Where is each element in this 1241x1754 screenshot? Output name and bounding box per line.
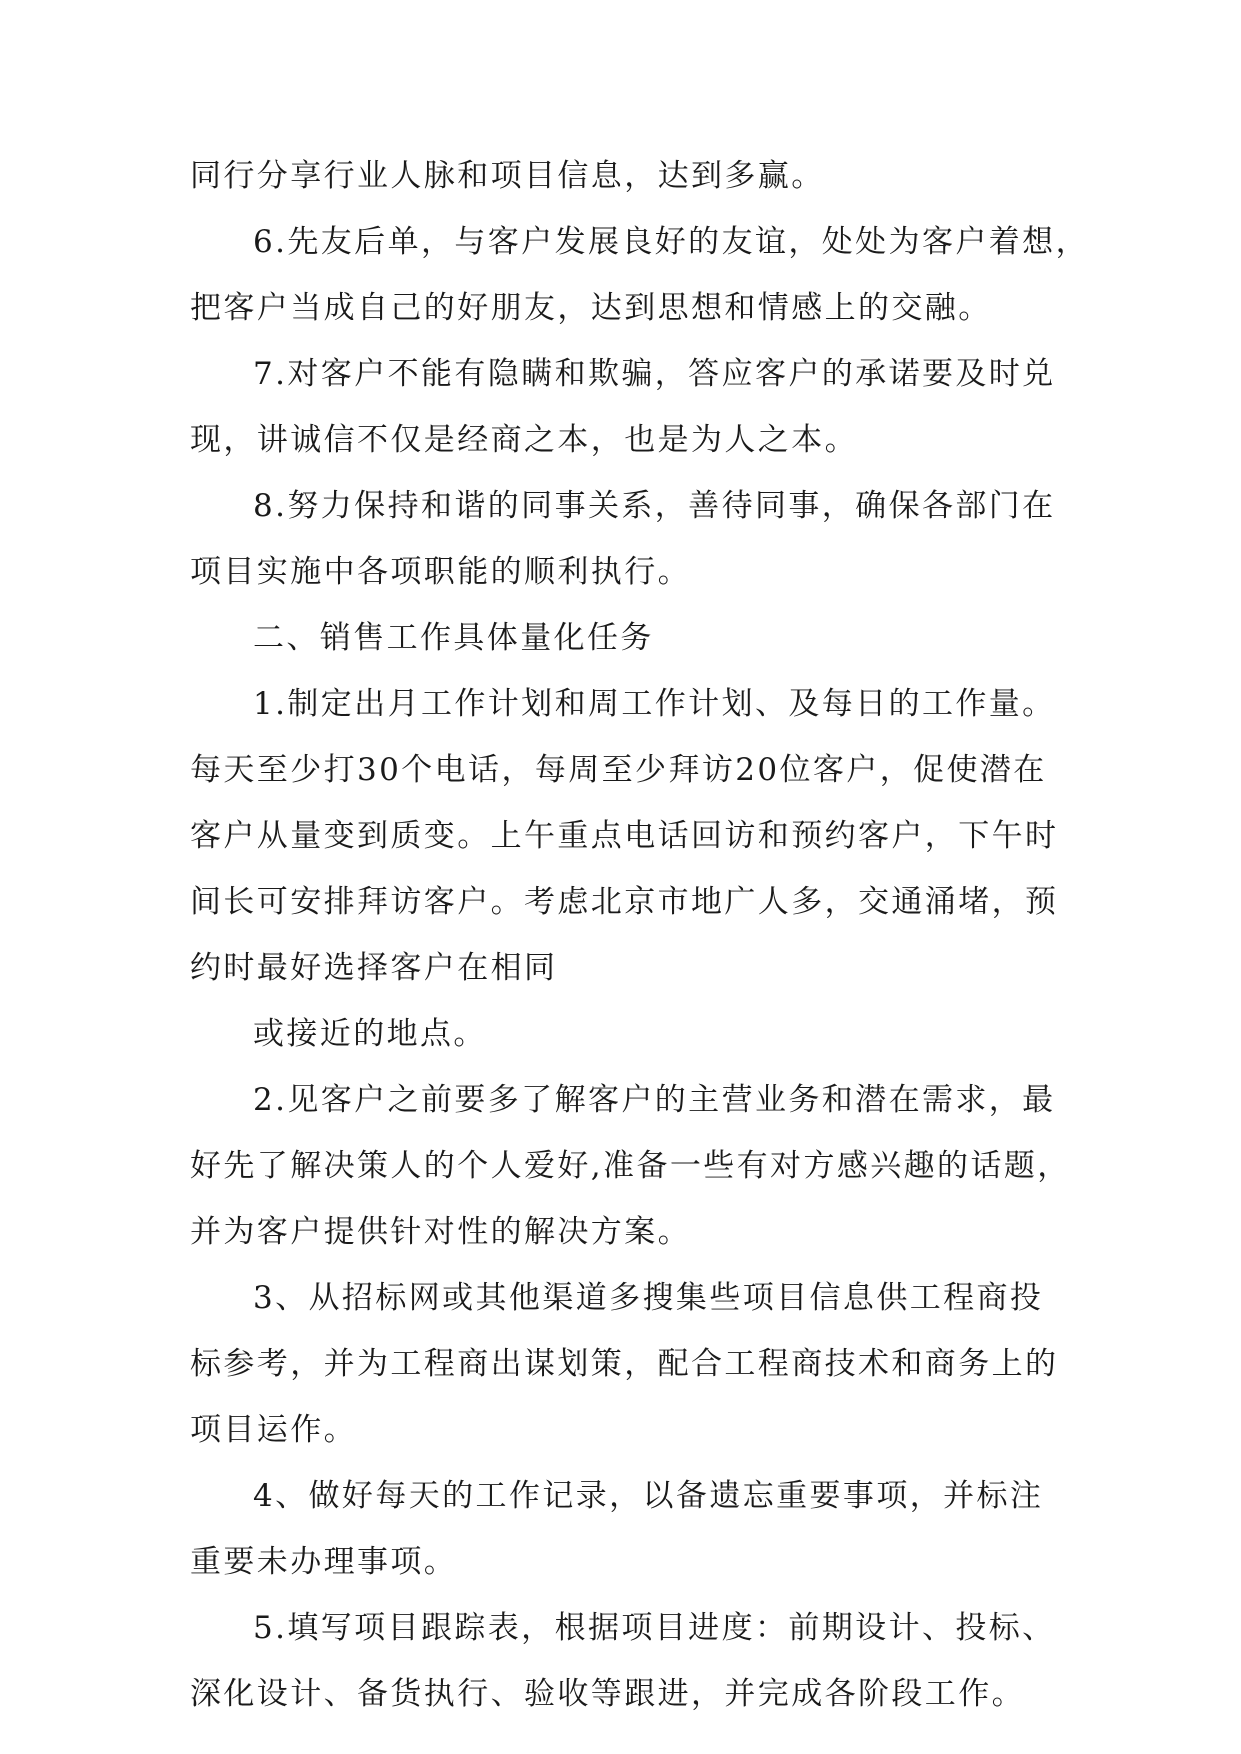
paragraph-line: 1.制定出月工作计划和周工作计划、及每日的工作量。: [253, 686, 1056, 722]
paragraph-line: 好先了解决策人的个人爱好,准备一些有对方感兴趣的话题，: [190, 1148, 1071, 1184]
paragraph-line: 约时最好选择客户在相同: [190, 950, 558, 986]
paragraph-line: 间长可安排拜访客户。考虑北京市地广人多，交通涌堵，预: [190, 884, 1059, 920]
paragraph-line: 重要未办理事项。: [190, 1544, 458, 1580]
paragraph-line: 3、从招标网或其他渠道多搜集些项目信息供工程商投: [253, 1280, 1044, 1316]
paragraph-line: 同行分享行业人脉和项目信息，达到多赢。: [190, 158, 825, 194]
paragraph-line: 或接近的地点。: [253, 1016, 487, 1052]
paragraph-line: 项目运作。: [190, 1412, 357, 1448]
paragraph-line: 5.填写项目跟踪表，根据项目进度：前期设计、投标、: [253, 1610, 1056, 1646]
paragraph-line: 2.见客户之前要多了解客户的主营业务和潜在需求，最: [253, 1082, 1056, 1118]
paragraph-line: 把客户当成自己的好朋友，达到思想和情感上的交融。: [190, 290, 992, 326]
paragraph-line: 现，讲诚信不仅是经商之本，也是为人之本。: [190, 422, 858, 458]
paragraph-line: 深化设计、备货执行、验收等跟进，并完成各阶段工作。: [190, 1676, 1025, 1712]
paragraph-line: 4、做好每天的工作记录，以备遗忘重要事项，并标注: [253, 1478, 1044, 1514]
paragraph-line: 并为客户提供针对性的解决方案。: [190, 1214, 691, 1250]
paragraph-line: 每天至少打30个电话，每周至少拜访20位客户，促使潜在: [190, 752, 1047, 788]
paragraph-line: 标参考，并为工程商出谋划策，配合工程商技术和商务上的: [190, 1346, 1059, 1382]
paragraph-line: 客户从量变到质变。上午重点电话回访和预约客户，下午时: [190, 818, 1059, 854]
paragraph-line: 7.对客户不能有隐瞒和欺骗，答应客户的承诺要及时兑: [253, 356, 1056, 392]
paragraph-line: 6.先友后单，与客户发展良好的友谊，处处为客户着想，: [253, 224, 1089, 260]
paragraph-line: 8.努力保持和谐的同事关系，善待同事，确保各部门在: [253, 488, 1056, 524]
section-heading: 二、销售工作具体量化任务: [253, 620, 654, 656]
paragraph-line: 项目实施中各项职能的顺利执行。: [190, 554, 691, 590]
